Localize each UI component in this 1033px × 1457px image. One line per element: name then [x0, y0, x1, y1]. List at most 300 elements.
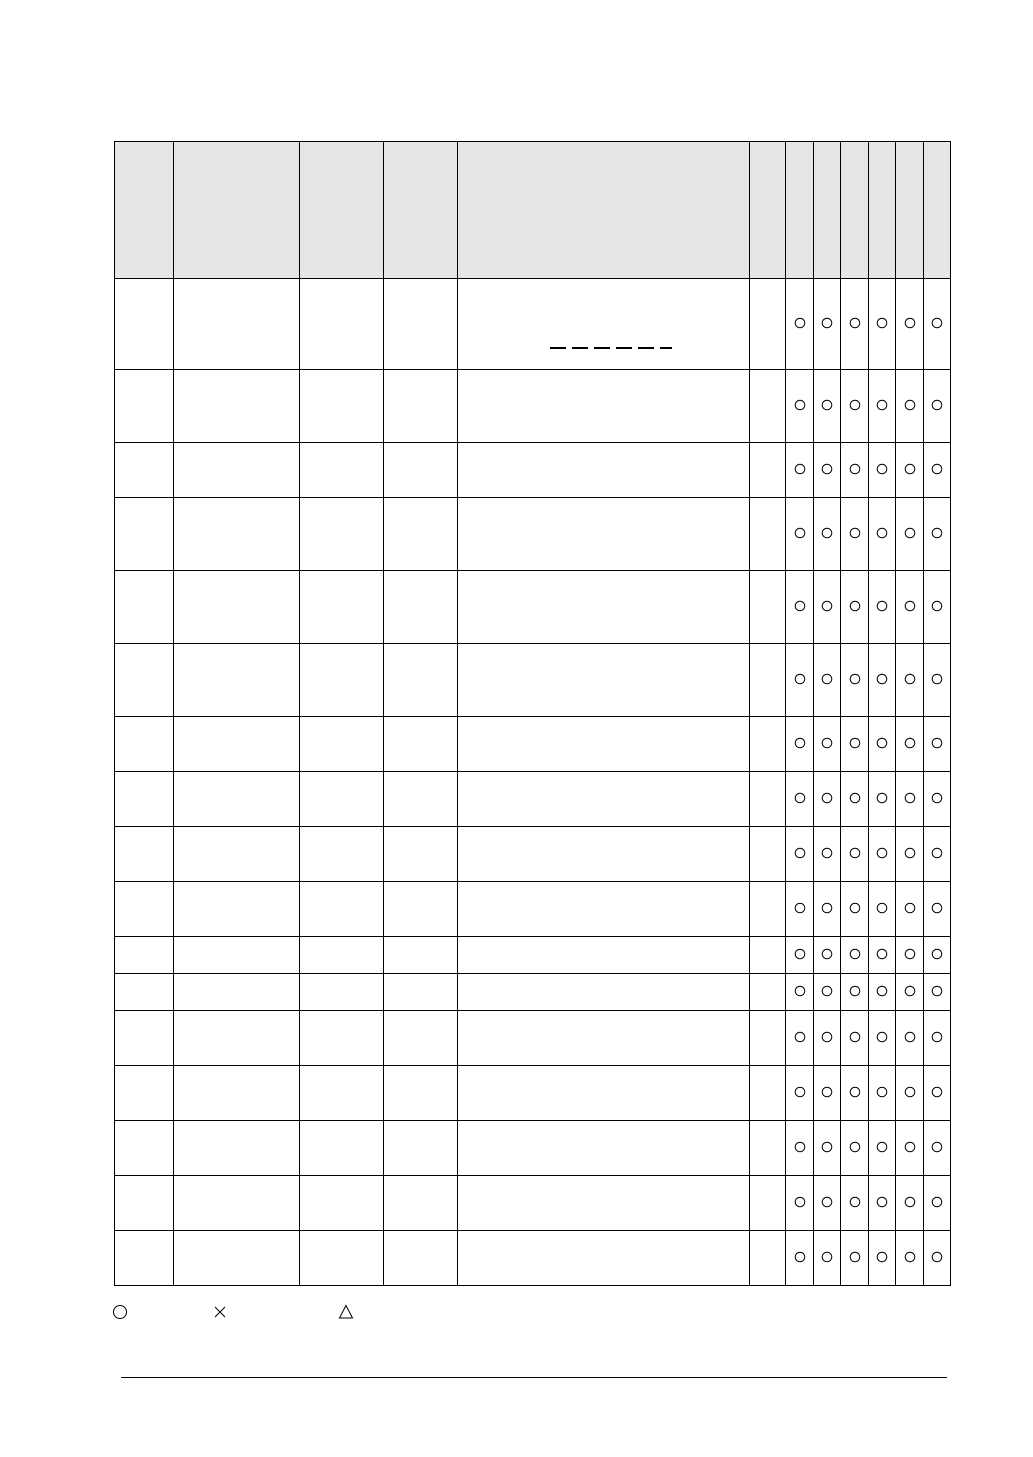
circle-icon	[876, 948, 888, 960]
circle-icon	[904, 902, 916, 914]
description-cell	[458, 571, 750, 644]
table-cell	[384, 1066, 458, 1121]
table-row	[115, 1176, 951, 1231]
description-cell	[458, 1176, 750, 1231]
table-cell	[115, 1066, 174, 1121]
header-cell-m1	[786, 142, 814, 279]
table-cell	[115, 827, 174, 882]
table-row	[115, 498, 951, 571]
description-cell	[458, 279, 750, 370]
circle-icon	[849, 847, 861, 859]
circle-icon	[849, 948, 861, 960]
mark-cell	[814, 772, 841, 827]
mark-cell	[896, 1121, 924, 1176]
circle-icon	[821, 527, 833, 539]
mark-cell	[896, 1176, 924, 1231]
circle-icon	[931, 1086, 943, 1098]
mark-cell	[869, 443, 896, 498]
table-cell	[174, 882, 300, 937]
circle-icon	[849, 317, 861, 329]
circle-icon	[821, 1196, 833, 1208]
mark-cell	[814, 1121, 841, 1176]
table-cell	[115, 279, 174, 370]
mark-cell	[814, 1011, 841, 1066]
circle-icon	[794, 527, 806, 539]
table-cell	[384, 1231, 458, 1286]
circle-icon	[931, 317, 943, 329]
table-row	[115, 717, 951, 772]
header-cell-description	[458, 142, 750, 279]
mark-cell	[841, 443, 869, 498]
mark-cell	[924, 571, 951, 644]
mark-cell	[814, 370, 841, 443]
circle-icon	[904, 948, 916, 960]
table-cell	[174, 1066, 300, 1121]
mark-cell	[786, 717, 814, 772]
mark-cell	[924, 1176, 951, 1231]
circle-icon	[849, 1086, 861, 1098]
description-cell	[458, 443, 750, 498]
description-cell	[458, 827, 750, 882]
table-cell	[750, 882, 786, 937]
table-cell	[174, 1231, 300, 1286]
table-cell	[750, 443, 786, 498]
mark-cell	[869, 1231, 896, 1286]
header-cell-4	[384, 142, 458, 279]
circle-icon	[876, 399, 888, 411]
mark-cell	[924, 370, 951, 443]
circle-icon	[904, 792, 916, 804]
table-cell	[174, 937, 300, 974]
table-cell	[115, 1176, 174, 1231]
mark-cell	[869, 1066, 896, 1121]
table-cell	[300, 1011, 384, 1066]
table-cell	[174, 498, 300, 571]
description-cell	[458, 1231, 750, 1286]
table-cell	[300, 772, 384, 827]
mark-cell	[786, 1066, 814, 1121]
circle-icon	[931, 792, 943, 804]
table-cell	[300, 498, 384, 571]
mark-cell	[924, 644, 951, 717]
mark-cell	[841, 937, 869, 974]
circle-icon	[904, 737, 916, 749]
table-cell	[750, 1121, 786, 1176]
mark-cell	[896, 279, 924, 370]
mark-cell	[786, 827, 814, 882]
table-cell	[750, 370, 786, 443]
table-row	[115, 827, 951, 882]
table-cell	[750, 974, 786, 1011]
circle-icon	[794, 1251, 806, 1263]
table-cell	[384, 1176, 458, 1231]
description-cell	[458, 882, 750, 937]
mark-cell	[814, 1066, 841, 1121]
circle-icon	[849, 985, 861, 997]
table-body	[115, 279, 951, 1286]
mark-cell	[896, 443, 924, 498]
circle-icon	[931, 1141, 943, 1153]
mark-cell	[814, 1176, 841, 1231]
circle-icon	[821, 1086, 833, 1098]
mark-cell	[924, 1066, 951, 1121]
table-cell	[174, 644, 300, 717]
circle-icon	[849, 902, 861, 914]
mark-cell	[896, 937, 924, 974]
table-cell	[300, 279, 384, 370]
table-cell	[750, 279, 786, 370]
mark-cell	[896, 717, 924, 772]
circle-icon	[931, 737, 943, 749]
mark-cell	[814, 1231, 841, 1286]
mark-cell	[924, 1231, 951, 1286]
circle-icon	[876, 673, 888, 685]
mark-cell	[869, 882, 896, 937]
circle-icon	[821, 902, 833, 914]
table-cell	[115, 443, 174, 498]
circle-icon	[821, 317, 833, 329]
description-cell	[458, 1066, 750, 1121]
circle-icon	[876, 902, 888, 914]
mark-cell	[841, 571, 869, 644]
mark-cell	[869, 279, 896, 370]
footer-rule	[121, 1377, 947, 1378]
mark-cell	[869, 644, 896, 717]
table-cell	[750, 717, 786, 772]
table-cell	[384, 937, 458, 974]
mark-cell	[869, 974, 896, 1011]
mark-cell	[814, 498, 841, 571]
circle-icon	[794, 1196, 806, 1208]
mark-cell	[924, 443, 951, 498]
description-cell	[458, 644, 750, 717]
circle-icon	[876, 737, 888, 749]
circle-icon	[794, 948, 806, 960]
circle-icon	[904, 317, 916, 329]
mark-cell	[869, 937, 896, 974]
circle-icon	[849, 737, 861, 749]
table-cell	[300, 1231, 384, 1286]
table-cell	[750, 1176, 786, 1231]
circle-icon	[904, 399, 916, 411]
triangle-icon	[338, 1304, 354, 1320]
circle-icon	[904, 1251, 916, 1263]
mark-cell	[869, 498, 896, 571]
mark-cell	[786, 644, 814, 717]
description-cell	[458, 772, 750, 827]
table-cell	[384, 772, 458, 827]
mark-cell	[786, 571, 814, 644]
mark-cell	[841, 498, 869, 571]
table-cell	[174, 443, 300, 498]
description-cell	[458, 1121, 750, 1176]
table-cell	[750, 772, 786, 827]
circle-icon	[794, 1141, 806, 1153]
circle-icon	[931, 399, 943, 411]
table-cell	[750, 827, 786, 882]
mark-cell	[924, 937, 951, 974]
table-cell	[300, 1176, 384, 1231]
mark-cell	[814, 443, 841, 498]
description-cell	[458, 937, 750, 974]
mark-cell	[841, 1121, 869, 1176]
mark-cell	[896, 882, 924, 937]
mark-cell	[896, 644, 924, 717]
circle-icon	[821, 948, 833, 960]
table-cell	[174, 1176, 300, 1231]
circle-icon	[931, 1031, 943, 1043]
table-cell	[115, 772, 174, 827]
table-cell	[300, 882, 384, 937]
mark-cell	[786, 937, 814, 974]
mark-cell	[924, 1121, 951, 1176]
header-cell-item	[174, 142, 300, 279]
mark-cell	[896, 974, 924, 1011]
mark-cell	[814, 717, 841, 772]
table-cell	[750, 937, 786, 974]
circle-icon	[876, 527, 888, 539]
mark-cell	[814, 827, 841, 882]
circle-icon	[849, 1141, 861, 1153]
circle-icon	[849, 527, 861, 539]
mark-cell	[896, 1011, 924, 1066]
mark-cell	[814, 937, 841, 974]
circle-icon	[876, 600, 888, 612]
table-row	[115, 974, 951, 1011]
table-cell	[174, 974, 300, 1011]
circle-icon	[904, 527, 916, 539]
table-row	[115, 937, 951, 974]
circle-icon	[904, 1086, 916, 1098]
cross-icon	[212, 1304, 228, 1320]
mark-cell	[814, 644, 841, 717]
circle-icon	[794, 1031, 806, 1043]
mark-cell	[896, 498, 924, 571]
circle-icon	[876, 1031, 888, 1043]
circle-icon	[849, 1196, 861, 1208]
table-cell	[384, 1121, 458, 1176]
circle-icon	[821, 673, 833, 685]
header-cell-m6	[924, 142, 951, 279]
table-cell	[174, 571, 300, 644]
table-cell	[384, 443, 458, 498]
table-cell	[174, 1011, 300, 1066]
circle-icon	[931, 948, 943, 960]
table-cell	[750, 1231, 786, 1286]
header-cell-no	[115, 142, 174, 279]
circle-icon	[876, 317, 888, 329]
table-cell	[115, 1231, 174, 1286]
circle-icon	[849, 399, 861, 411]
circle-icon	[876, 463, 888, 475]
table-row	[115, 1066, 951, 1121]
header-cell-m2	[814, 142, 841, 279]
mark-cell	[869, 772, 896, 827]
table-cell	[174, 1121, 300, 1176]
table-cell	[174, 717, 300, 772]
table-cell	[174, 827, 300, 882]
table-cell	[300, 1066, 384, 1121]
mark-cell	[786, 279, 814, 370]
mark-cell	[896, 370, 924, 443]
table-row	[115, 279, 951, 370]
table-cell	[174, 370, 300, 443]
table-cell	[300, 644, 384, 717]
mark-cell	[896, 827, 924, 882]
table-cell	[300, 717, 384, 772]
circle-icon	[821, 399, 833, 411]
circle-icon	[904, 1031, 916, 1043]
mark-cell	[924, 717, 951, 772]
mark-cell	[924, 1011, 951, 1066]
description-cell	[458, 717, 750, 772]
table-cell	[384, 1011, 458, 1066]
mark-cell	[841, 974, 869, 1011]
circle-icon	[931, 847, 943, 859]
table-cell	[750, 571, 786, 644]
mark-cell	[869, 1176, 896, 1231]
circle-icon	[794, 399, 806, 411]
table-row	[115, 644, 951, 717]
table-row	[115, 1011, 951, 1066]
mark-cell	[786, 1121, 814, 1176]
circle-icon	[876, 792, 888, 804]
table-cell	[384, 882, 458, 937]
circle-icon	[849, 792, 861, 804]
mark-cell	[786, 370, 814, 443]
circle-icon	[794, 673, 806, 685]
table-cell	[174, 279, 300, 370]
table-cell	[300, 937, 384, 974]
circle-icon	[821, 1141, 833, 1153]
circle-icon	[849, 600, 861, 612]
circle-icon	[849, 463, 861, 475]
mark-cell	[869, 571, 896, 644]
circle-icon	[904, 1141, 916, 1153]
table-row	[115, 1121, 951, 1176]
mark-cell	[786, 498, 814, 571]
mark-cell	[841, 772, 869, 827]
mark-cell	[896, 1066, 924, 1121]
table-cell	[300, 827, 384, 882]
circle-icon	[821, 1031, 833, 1043]
mark-cell	[924, 772, 951, 827]
mark-cell	[869, 717, 896, 772]
table-cell	[384, 571, 458, 644]
circle-icon	[112, 1304, 128, 1320]
circle-icon	[876, 985, 888, 997]
circle-icon	[904, 847, 916, 859]
table-cell	[115, 571, 174, 644]
circle-icon	[931, 902, 943, 914]
table-cell	[115, 882, 174, 937]
spec-table	[114, 141, 951, 1286]
table-cell	[300, 974, 384, 1011]
header-cell-m4	[869, 142, 896, 279]
description-cell	[458, 498, 750, 571]
mark-cell	[841, 279, 869, 370]
dashed-line	[550, 346, 672, 350]
table-cell	[115, 644, 174, 717]
description-cell	[458, 1011, 750, 1066]
table-cell	[300, 1121, 384, 1176]
circle-icon	[794, 985, 806, 997]
mark-cell	[786, 1231, 814, 1286]
mark-cell	[841, 882, 869, 937]
table-row	[115, 443, 951, 498]
circle-icon	[931, 673, 943, 685]
circle-icon	[904, 600, 916, 612]
circle-icon	[904, 985, 916, 997]
table-row	[115, 1231, 951, 1286]
mark-cell	[841, 1011, 869, 1066]
circle-icon	[876, 1141, 888, 1153]
circle-icon	[931, 1196, 943, 1208]
table-cell	[750, 1011, 786, 1066]
table-cell	[750, 498, 786, 571]
header-cell-m5	[896, 142, 924, 279]
mark-cell	[814, 882, 841, 937]
circle-icon	[876, 1086, 888, 1098]
mark-cell	[841, 717, 869, 772]
table-cell	[384, 717, 458, 772]
table-cell	[300, 443, 384, 498]
circle-icon	[821, 985, 833, 997]
circle-icon	[904, 1196, 916, 1208]
circle-icon	[794, 600, 806, 612]
circle-icon	[849, 1031, 861, 1043]
circle-icon	[876, 1196, 888, 1208]
table-cell	[384, 498, 458, 571]
mark-cell	[841, 370, 869, 443]
circle-icon	[794, 737, 806, 749]
mark-cell	[896, 571, 924, 644]
table-row	[115, 571, 951, 644]
table-cell	[115, 717, 174, 772]
table-cell	[384, 827, 458, 882]
header-cell-6	[750, 142, 786, 279]
circle-icon	[931, 600, 943, 612]
circle-icon	[794, 792, 806, 804]
table-cell	[115, 1121, 174, 1176]
circle-icon	[821, 737, 833, 749]
table-cell	[300, 370, 384, 443]
mark-cell	[786, 443, 814, 498]
circle-icon	[821, 847, 833, 859]
mark-cell	[924, 498, 951, 571]
circle-icon	[794, 847, 806, 859]
circle-icon	[794, 902, 806, 914]
circle-icon	[931, 463, 943, 475]
description-cell	[458, 370, 750, 443]
circle-icon	[931, 985, 943, 997]
table-cell	[384, 279, 458, 370]
table-row	[115, 882, 951, 937]
mark-cell	[786, 882, 814, 937]
mark-cell	[896, 1231, 924, 1286]
header-cell-m3	[841, 142, 869, 279]
circle-icon	[821, 600, 833, 612]
circle-icon	[821, 1251, 833, 1263]
table-cell	[115, 974, 174, 1011]
circle-icon	[794, 1086, 806, 1098]
circle-icon	[904, 463, 916, 475]
table-cell	[115, 498, 174, 571]
table-cell	[384, 644, 458, 717]
circle-icon	[794, 317, 806, 329]
mark-cell	[841, 1231, 869, 1286]
table-cell	[115, 370, 174, 443]
